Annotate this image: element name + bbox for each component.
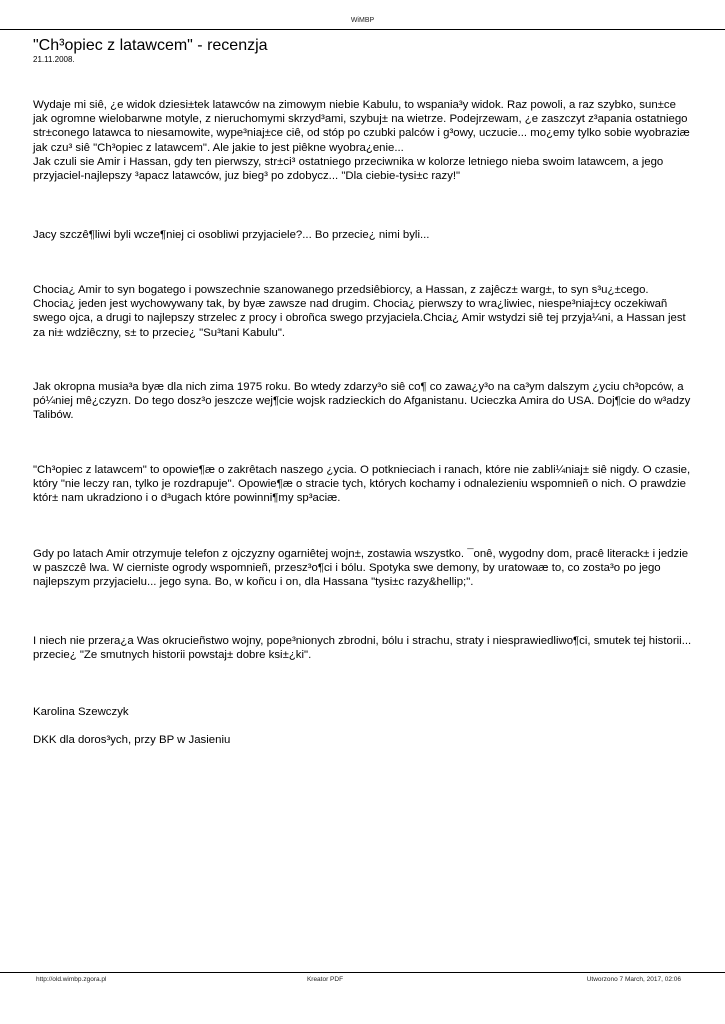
paragraph-amir-hassan: Jak czuli sie Amir i Hassan, gdy ten pierwszy, str±ci³ ostatniego przeciwnika w kolorze letniego nieba swoim latawcem, a jego przyjaciel-najlepszy ³apacz latawców, juz bieg³ po zdobycz... "Dla ciebie-tysi±c razy!" [33, 156, 664, 183]
footer-created: Utworzono 7 March, 2017, 02:06 [586, 976, 681, 983]
paragraph-closing: I niech nie przera¿a Was okrucieñstwo wojny, pope³nionych zbrodni, bólu i strachu, straty i niesprawiedliwo¶ci, smutek tej historii... przecie¿ "Ze smutnych historii powstaj± dobre ksi±¿ki". [33, 635, 692, 662]
paragraph-although: Chocia¿ Amir to syn bogatego i powszechnie szanowanego przedsiêbiorcy, a Hassan, z zajêcz± warg±, to syn s³u¿±cego. Chocia¿ jeden jest wychowywany tak, by byæ zawsze nad drugim. Chocia¿ pierwszy to wra¿liwiec, niespe³niaj±cy oczekiwañ swego ojca, a drugi to najlepszy strzelec z procy i obroñca swego przyjaciela.Chcia¿ Amir wstydzi siê tej przyja¼ni, a Hassan jest za ni± wdziêczny, s± to przecie¿ "Su³tani Kabulu". [33, 284, 686, 339]
paragraph-story: "Ch³opiec z latawcem" to opowie¶æ o zakrêtach naszego ¿ycia. O potknieciach i ranach, które nie zabli¼niaj± siê nigdy. O czasie, który "nie leczy ran, tylko je rozdrapuje". Opowie¶æ o stracie tych, których kochamy i odnalezieniu wspomnieñ o nich. O prawdzie któr± nam ukradziono i o d³ugach które powinni¶my sp³aciæ. [33, 464, 691, 505]
author-name: Karolina Szewczyk [33, 706, 129, 718]
article-date: 21.11.2008. [33, 55, 75, 64]
author-group: DKK dla doros³ych, przy BP w Jasieniu [33, 734, 231, 746]
article-title: "Ch³opiec z latawcem" - recenzja [33, 37, 268, 54]
footer-generator: Kreator PDF [306, 976, 344, 983]
paragraph-return: Gdy po latach Amir otrzymuje telefon z ojczyzny ogarniêtej wojn±, zostawia wszystko. ¯onê, wygodny dom, pracê literack± i jedzie w paszczê lwa. W cierniste ogrody wspomnieñ, przesz³o¶ci i bólu. Spotyka swe demony, by uratowaæ to, co zosta³o po jego najlepszym przyjacielu... jego syna. Bo, w koñcu i on, dla Hassana "tysi±c razy&hellip;". [33, 548, 689, 589]
header-label: WiMBP [350, 17, 375, 24]
paragraph-winter-1975: Jak okropna musia³a byæ dla nich zima 1975 roku. Bo wtedy zdarzy³o siê co¶ co zawa¿y³o na ca³ym dalszym ¿yciu ch³opców, a pó¼niej mê¿czyzn. Do tego dosz³o jeszcze wej¶cie wojsk radzieckich do Afganistanu. Ucieczka Amira do USA. Doj¶cie do w³adzy Talibów. [33, 381, 691, 422]
footer-divider [0, 972, 725, 973]
header-divider [0, 29, 725, 30]
paragraph-friends: Jacy szczê¶liwi byli wcze¶niej ci osobliwi przyjaciele?... Bo przecie¿ nimi byli... [33, 229, 430, 241]
footer-url: http://old.wimbp.zgora.pl [36, 976, 107, 983]
paragraph-intro: Wydaje mi siê, ¿e widok dziesi±tek latawców na zimowym niebie Kabulu, to wspania³y widok. Raz powoli, a raz szybko, sun±ce jak ogromne wielobarwne motyle, z nieruchomymi skrzyd³ami, szybuj± na wietrze. Podejrzewam, ¿e zaszczyt z³apania ostatniego str±conego latawca to niesamowite, wype³niaj±ce ciê, od stóp po czubki palców i g³owy, uczucie... mo¿emy tylko sobie wyobraziæ jak czu³ siê "Ch³opiec z latawcem". Ale jakie to jest piêkne wyobra¿enie... [33, 99, 690, 154]
